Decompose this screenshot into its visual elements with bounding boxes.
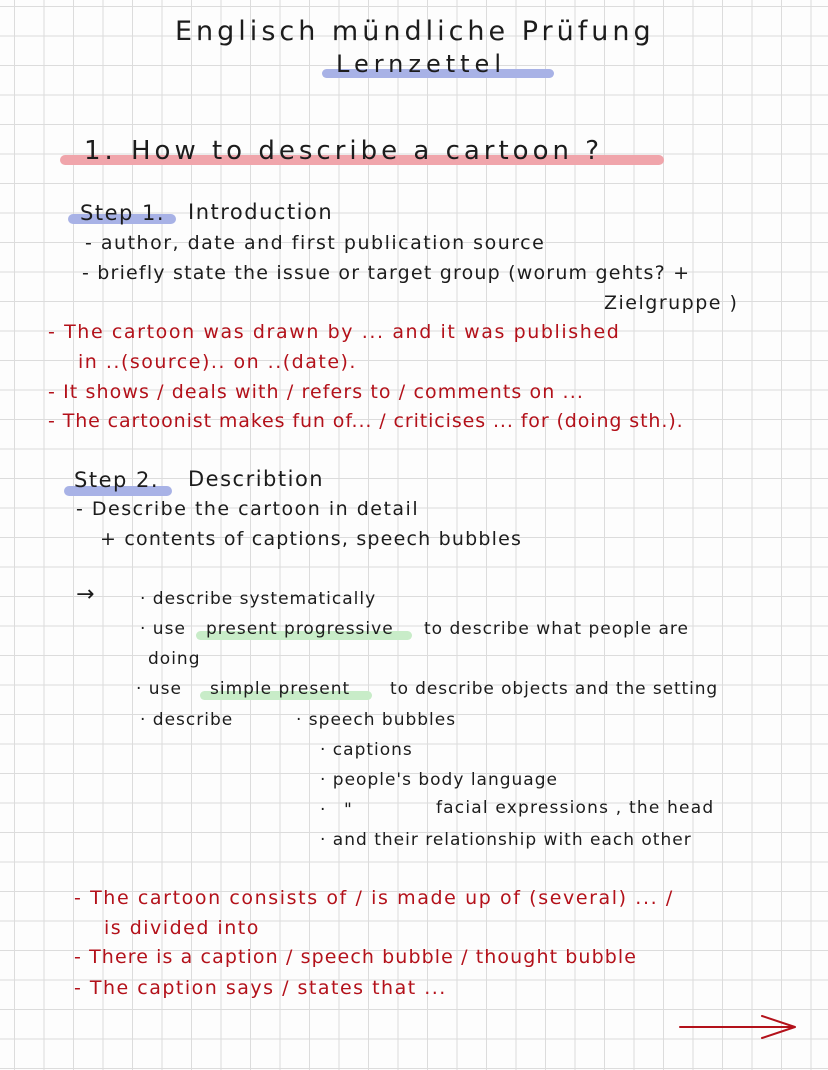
step2-phrase: - The cartoon consists of / is made up of (several) ... / — [74, 887, 674, 909]
step1-point: Zielgruppe ) — [604, 292, 739, 314]
describe-item: · people's body language — [320, 770, 558, 790]
bullet-item: to describe what people are — [424, 619, 689, 639]
page-title: Englisch mündliche Prüfung — [175, 16, 655, 47]
step1-phrase: - The cartoonist makes fun of... / criticises ... for (doing sth.). — [48, 410, 684, 432]
describe-item: · speech bubbles — [296, 710, 457, 730]
section-heading: How to describe a cartoon ? — [131, 136, 604, 166]
bullet-item: · use — [136, 679, 182, 699]
describe-item: facial expressions , the head — [436, 798, 715, 818]
describe-item: · captions — [320, 740, 413, 760]
bullet-item: doing — [148, 649, 201, 669]
bullet-item: · use — [140, 619, 186, 639]
arrow-icon: → — [76, 582, 96, 607]
ditto-mark: " — [344, 800, 353, 820]
step1-title: Introduction — [188, 200, 334, 224]
section-number: 1. — [84, 136, 117, 166]
step1-point: - author, date and first publication source — [85, 232, 546, 254]
step2-label: Step 2. — [74, 468, 160, 492]
step1-point: - briefly state the issue or target group (worum gehts? + — [82, 262, 691, 284]
step2-point: - Describe the cartoon in detail — [76, 498, 420, 520]
describe-item: · — [320, 800, 327, 820]
step1-label: Step 1. — [80, 201, 166, 225]
step2-title: Describtion — [188, 467, 325, 491]
bullet-item: · describe systematically — [140, 589, 377, 609]
bullet-highlight-term: simple present — [210, 679, 351, 699]
step1-phrase: in ..(source).. on ..(date). — [78, 351, 357, 373]
bullet-item: · describe — [140, 710, 234, 730]
bullet-item: to describe objects and the setting — [390, 679, 719, 699]
step1-phrase: - It shows / deals with / refers to / comments on ... — [48, 381, 584, 403]
page-subtitle: Lernzettel — [336, 50, 506, 78]
step2-point: + contents of captions, speech bubbles — [100, 528, 523, 550]
describe-item: · and their relationship with each other — [320, 830, 692, 850]
bullet-highlight-term: present progressive — [206, 619, 394, 639]
step2-phrase: - The caption says / states that ... — [74, 977, 447, 999]
step2-phrase: is divided into — [104, 917, 260, 939]
step2-phrase: - There is a caption / speech bubble / thought bubble — [74, 946, 638, 968]
step1-phrase: - The cartoon was drawn by ... and it was published — [48, 321, 621, 343]
